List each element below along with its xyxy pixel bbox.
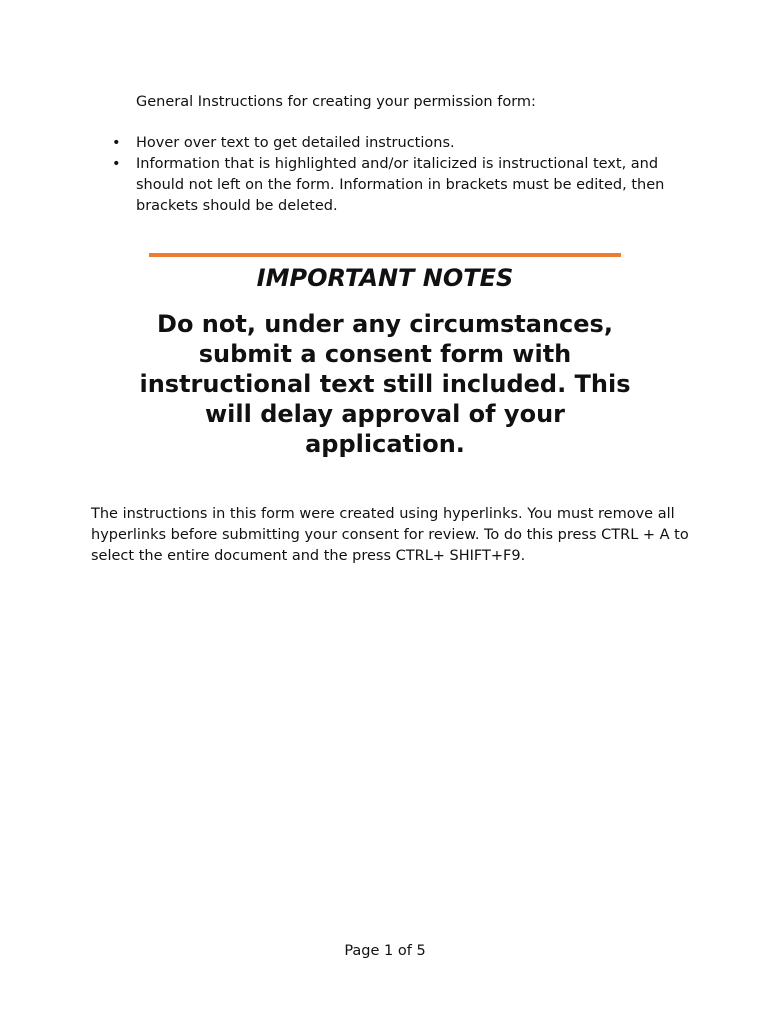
list-item <box>112 133 696 154</box>
bullet-icon: • <box>112 156 121 172</box>
instructions-heading: General Instructions for creating your permission form: <box>136 94 536 110</box>
orange-divider <box>149 253 621 257</box>
list-item-text: Hover over text to get detailed instructions. <box>136 135 455 151</box>
warning-text: Do not, under any circumstances, submit a consent form with instructional text still included. This will delay approval of your application. <box>139 310 631 458</box>
bullet-icon: • <box>112 135 121 151</box>
list-item-text: Information that is highlighted and/or italicized is instructional text, and should not left on the form. Information in brackets must be edited, then brackets should be deleted. <box>136 156 665 214</box>
hyperlink-instructions: The instructions in this form were created using hyperlinks. You must remove all hyperlinks before submitting your consent for review. To do this press CTRL + A to select the entire document and the press CTRL+ SHIFT+F9. <box>91 506 689 564</box>
list-item <box>112 154 696 217</box>
page-number: Page 1 of 5 <box>344 943 426 959</box>
important-notes-title: IMPORTANT NOTES <box>256 264 514 292</box>
instruction-list <box>112 133 696 217</box>
